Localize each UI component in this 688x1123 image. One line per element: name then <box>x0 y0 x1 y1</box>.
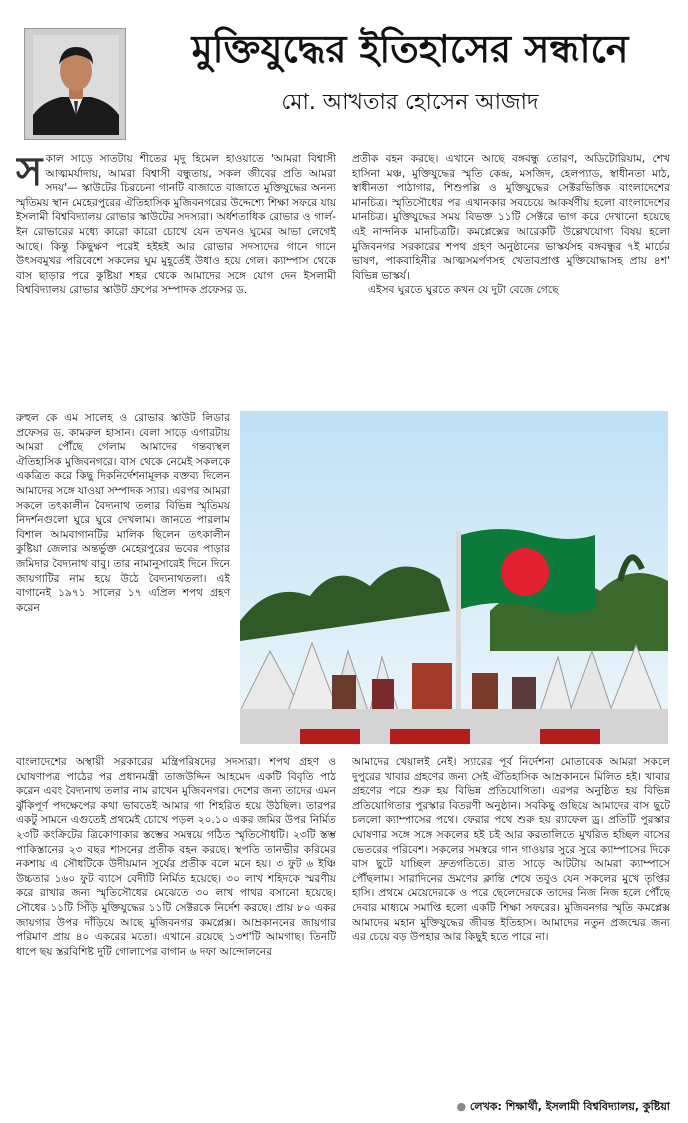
byline: মো. আখতার হোসেন আজাদ <box>281 90 539 115</box>
author-note <box>360 1098 670 1117</box>
memorial-photo <box>240 411 668 744</box>
paragraph-col4: আমাদের খেয়ালই নেই। স্যারের পূর্ব নির্দেশনা মোতাবেক আমরা সকলে দুপুরের খাবার গ্রহণের জন্য সেই ঐতিহাসিক আম্রকাননে মিলিত হই। খাবার গ্রহণের পরে শুরু হয় বিভিন্ন প্রতিযোগিতা। এরপর অনুষ্ঠিত হয় বিভিন্ন প্রতিযোগিতার পুরস্কার বিতরণী অনুষ্ঠান। সবকিছু গুছিয়ে আমাদের বাস ছুটে চললো ক্যাম্পাসের পথে। ফেরার পথে শুরু হয় র‌্যাফেল ড্র। প্রতিটি পুরস্কার ঘোষণার সঙ্গে সঙ্গে সকলের হই চই আর করতালিতে মুখরিত হচ্ছিল বাসের ভেতরের পরিবেশ। সকলের সমস্বরে গান গাওয়ার সুরে সুরে ক্যাম্পাসের দিকে বাস ছুটে যাচ্ছিল দ্রুতগতিতে। রাত সাড়ে আটটায় আমরা ক্যাম্পাসে পৌঁছলাম। সারাদিনের ভ্রমণের ক্লান্তি শেষে তবুও যেন সকলের মুখে তৃপ্তির হাসি। প্রথমে মেয়েদেরকে ও পরে ছেলেদেরকে তাদের নিজ নিজ হলে পৌঁছে দেবার মাধ্যমে সমাপ্তি হলো একটি শিক্ষা সফরের। মুজিবনগর স্মৃতি কমপ্লেক্স আমাদের মহান মুক্তিযুদ্ধের জীবন্ত ইতিহাস। আমাদের নতুন প্রজন্মের জন্য এর চেয়ে বড় উপহার আর কিছুই হতে পারে না। <box>352 756 670 944</box>
article-column-2 <box>352 152 670 406</box>
author-portrait-image <box>33 35 119 135</box>
article-narrow-column <box>16 411 230 755</box>
paragraph-col2: প্রতীক বহন করছে। এখানে আছে বঙ্গবন্ধু তোরণ, অডিটোরিয়াম, শেখ হাসিনা মঞ্চ, মুক্তিযুদ্ধের স্মৃতি কেন্দ্র, মসজিদ, হেলপ্যাড, স্বাধীনতা মাঠ, স্বাধীনতা পাঠাগার, শিশুপল্লি ও মুক্তিযুদ্ধের সেক্টরভিত্তিক বাংলাদেশের মানচিত্র। স্মৃতিসৌধের পর এখানকার সবচেয়ে আকর্ষণীয় হলো বাংলাদেশের মানচিত্র। মুক্তিযুদ্ধের সময় বিভক্ত ১১টি সেক্টরে ভাগ করে দেখানো হয়েছে এই নান্দনিক মানচিত্রটি। কমপ্লেক্সের আরেকটি উল্লেখযোগ্য বিষয় হলো মুজিবনগর সরকারের শপথ গ্রহণ অনুষ্ঠানের ভাস্কর্যসহ বঙ্গবন্ধুর ৭ই মার্চের ভাষণ, পাকবাহিনীর আত্মসমর্পণসহ খেতাবপ্রাপ্ত মুক্তিযোদ্ধাসহ প্রায় ৪শ' বিভিন্ন ভাস্কর্য। <box>352 153 670 282</box>
author-photo <box>33 35 119 135</box>
article-header <box>0 0 688 150</box>
paragraph-col2-second: এইসব ঘুরতে ঘুরতে কখন যে দুটা বেজে গেছে <box>368 284 559 297</box>
paragraph-narrow: রুহুল কে এম সালেহ ও রোভার স্কাউট লিডার প্রফেসর ড. কামরুল হাসান। বেলা সাড়ে এগারটায় আমরা পৌঁছে গেলাম আমাদের গন্তব্যস্থল ঐতিহাসিক মুজিবনগরে। বাস থেকে নেমেই সকলকে একত্রিত করে কিছু দিকনির্দেশনামূলক বক্তব্য দিলেন আমাদের সঙ্গে যাওয়া সম্পাদক স্যার। এরপর আমরা সকলে তৎকালীন বৈদ্যনাথ তলার বিভিন্ন স্মৃতিময় নিদর্শনগুলো ঘুরে ঘুরে দেখলাম। জানতে পারলাম বিশাল আমবাগানটির মালিক ছিলেন তৎকালীন কুষ্টিয়া জেলার অন্তর্ভুক্ত মেহেরপুরের ভবের পাড়ার জমিদার বৈদ্যনাথ বাবু। তার নামানুসারেই দিনে দিনে জায়গাটির নাম হয়ে উঠে বৈদ্যনাথতলা। এই বাগানেই ১৯৭১ সালের ১৭ এপ্রিল শপথ গ্রহণ করেন <box>16 412 230 614</box>
article-column-3 <box>16 755 336 1110</box>
author-note-text: লেখক: শিক্ষার্থী, ইসলামী বিশ্ববিদ্যালয়, কুষ্টিয়া <box>469 1100 670 1113</box>
article-column-1 <box>16 152 336 408</box>
article-column-4 <box>352 755 670 1095</box>
dropcap: স <box>16 152 43 195</box>
mujibnagar-memorial-image <box>240 411 668 744</box>
headline: মুক্তিযুদ্ধের ইতিহাসের সন্ধানে <box>191 26 629 71</box>
bullet-icon: ● <box>456 1100 467 1113</box>
paragraph-col3: বাংলাদেশের অস্থায়ী সরকারের মন্ত্রিপরিষদের সদস্যরা। শপথ গ্রহণ ও ঘোষণাপত্র পাঠের পর প্রধানমন্ত্রী তাজউদ্দিন আহমেদ একটি বিবৃতি পাঠ করেন এবং বৈদ্যনাথ তলার নাম রাখেন মুজিবনগর। দেশের জন্য তাদের এমন ঝুঁকিপূর্ণ পদক্ষেপের কথা ভাবতেই আমার গা শিহরিত হয়ে উঠছিল। তারপর একটু সামনে এগুতেই প্রথমেই চোখে পড়ল ২০.১০ একর জমির উপর নির্মিত ২৩টি কংক্রিটের ত্রিকোণাকার স্তম্ভের সমন্বয়ে গঠিত স্মৃতিসৌধটি। ২৩টি স্তম্ভ পাকিস্তানের ২৩ বছর শাসনের প্রতীক বহন করছে। স্থপতি তানভীর করিমের নকশায় এ সৌধটিকে উদীয়মান সূর্যের প্রতীক বলে মনে হয়। ৩ ফুট ৬ ইঞ্চি উচ্চতার ১৬০ ফুট ব্যাসে বেদীটি নির্মিত হয়েছে। ৩০ লাখ শহিদকে স্মরণীয় করে রাখার জন্য স্মৃতিসৌধের মেঝেতে ৩০ লাখ পাথর বসানো হয়েছে। সৌধের ১১টি সিঁড়ি মুক্তিযুদ্ধের ১১টি সেক্টরকে নির্দেশ করছে। প্রায় ৮০ একর জায়গার উপর দাঁড়িয়ে আছে মুজিবনগর কমপ্লেক্স। আম্রকাননের জায়গার পরিমাণ প্রায় ৪০ একরের মতো। এখানে রয়েছে ১৩শ'টি আমগাছ। তিনটি ধাপে ছয় স্তরবিশিষ্ট দুটি গোলাপের বাগান ৬ দফা আন্দোলনের <box>16 756 336 958</box>
author-photo-frame <box>24 28 126 140</box>
paragraph-col1: কাল সাড়ে সাতটায় শীতের মৃদু হিমেল হাওয়াতে 'আমরা বিশ্বাসী আত্মমর্যাদায়, আমরা বিশ্বাসী বন্ধুতায়, সকল জীবের প্রতি আমরা সদয়'— স্কাউটের চিরচেনা গানটি বাজাতে বাজাতে মুক্তিযুদ্ধের অনন্য স্মৃতিময় স্থান মেহেরপুরের ঐতিহাসিক মুজিবনগরের উদ্দেশ্যে শিক্ষা সফরে যায় ইসলামী বিশ্ববিদ্যালয় রোভার স্কাউটের সদস্যরা। অর্ধশতাধিক রোভার ও গার্ল-ইন রোভারের মধ্যে কারো কারো চোখে যেন তখনও ঘুমের আভা লেগেই আছে। কিন্তু কিছুক্ষণ পরেই হইহই আর রোভার সদস্যদের গানে গানে উৎসবমুখর পরিবেশে সকলের ঘুম মুহূর্তেই উধাও হয়ে গেল। ক্যাম্পাস থেকে বাস ছাড়ার পরে কুষ্টিয়া শহর থেকে আমাদের সঙ্গে যোগ দেন ইসলামী বিশ্ববিদ্যালয় রোভার স্কাউট গ্রুপের সম্পাদক প্রফেসর ড. <box>16 153 336 297</box>
